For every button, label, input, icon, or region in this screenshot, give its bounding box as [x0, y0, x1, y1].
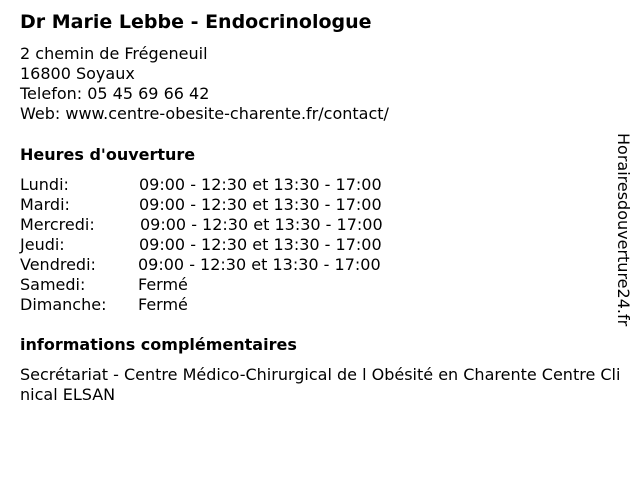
opening-hours-heading: Heures d'ouverture	[20, 145, 196, 164]
street-address: 2 chemin de Frégeneuil	[20, 44, 208, 63]
city-postal-code: 16800 Soyaux	[20, 64, 135, 83]
day-label: Samedi:	[20, 275, 86, 294]
day-hours: 09:00 - 12:30 et 13:30 - 17:00	[140, 215, 383, 234]
website-url: Web: www.centre-obesite-charente.fr/contact/	[20, 104, 389, 123]
day-label: Mercredi:	[20, 215, 95, 234]
day-hours: Fermé	[138, 295, 188, 314]
day-hours: 09:00 - 12:30 et 13:30 - 17:00	[138, 255, 381, 274]
day-hours: 09:00 - 12:30 et 13:30 - 17:00	[139, 175, 382, 194]
day-hours: Fermé	[138, 275, 188, 294]
address-block	[20, 44, 389, 124]
additional-info-heading: informations complémentaires	[20, 335, 297, 354]
site-watermark: Horairesdouverture24.fr	[614, 133, 633, 327]
day-hours: 09:00 - 12:30 et 13:30 - 17:00	[139, 195, 382, 214]
phone-number: Telefon: 05 45 69 66 42	[20, 84, 210, 103]
day-label: Lundi:	[20, 175, 69, 194]
day-label: Vendredi:	[20, 255, 96, 274]
day-label: Dimanche:	[20, 295, 107, 314]
additional-info-text: Secrétariat - Centre Médico-Chirurgical de l Obésité en Charente Centre Clinical ELSAN	[20, 365, 621, 404]
page-title: Dr Marie Lebbe - Endocrinologue	[20, 11, 372, 33]
day-label: Jeudi:	[20, 235, 65, 254]
day-hours: 09:00 - 12:30 et 13:30 - 17:00	[139, 235, 382, 254]
day-label: Mardi:	[20, 195, 70, 214]
